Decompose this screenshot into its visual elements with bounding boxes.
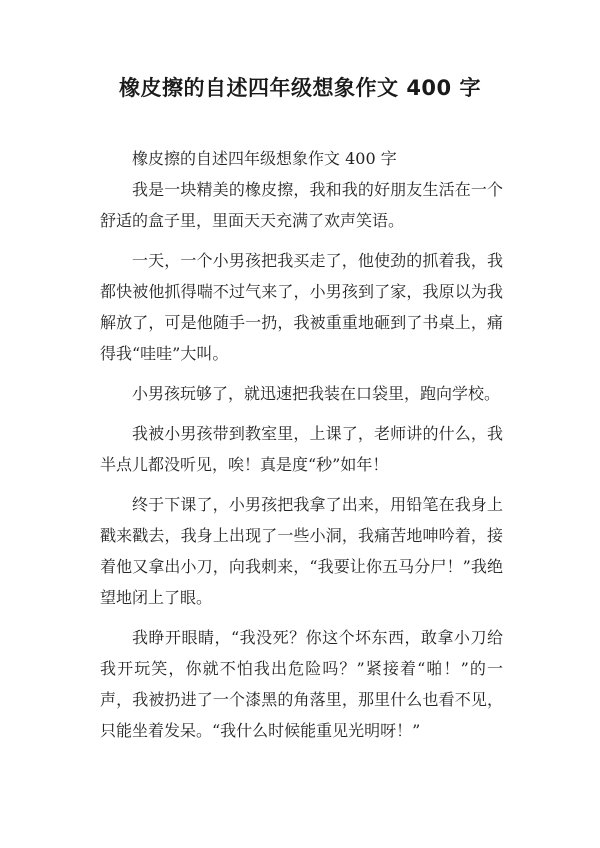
paragraph: 终于下课了，小男孩把我拿了出来，用铅笔在我身上戳来戳去，我身上出现了一些小洞，我痛苦地呻吟着，接着他又拿出小刀，向我刺来，“我要让你五马分尸！”我绝望地闭上了眼。 xyxy=(100,495,503,607)
document-body xyxy=(100,143,503,755)
paragraph: 一天，一个小男孩把我买走了，他使劲的抓着我，我都快被他抓得喘不过气来了，小男孩到了家，我原以为我解放了，可是他随手一扔，我被重重地砸到了书桌上，痛得我“哇哇”大叫。 xyxy=(100,251,503,363)
paragraph: 我睁开眼睛，“我没死？你这个坏东西，敢拿小刀给我开玩笑，你就不怕我出危险吗？”紧接着“啪！”的一声，我被扔进了一个漆黑的角落里，那里什么也看不见，只能坐着发呆。“我什么时候能重见光明呀！” xyxy=(100,628,503,740)
paragraph: 我是一块精美的橡皮擦，我和我的好朋友生活在一个舒适的盒子里，里面天天充满了欢声笑语。 xyxy=(100,180,503,230)
paragraph: 我被小男孩带到教室里，上课了，老师讲的什么，我半点儿都没听见，唉！真是度“秒”如年！ xyxy=(100,424,503,474)
paragraph: 小男孩玩够了，就迅速把我装在口袋里，跑向学校。 xyxy=(132,384,501,403)
document-title: 橡皮擦的自述四年级想象作文 400 字 xyxy=(119,76,481,100)
paragraph-subtitle: 橡皮擦的自述四年级想象作文 400 字 xyxy=(132,149,397,168)
